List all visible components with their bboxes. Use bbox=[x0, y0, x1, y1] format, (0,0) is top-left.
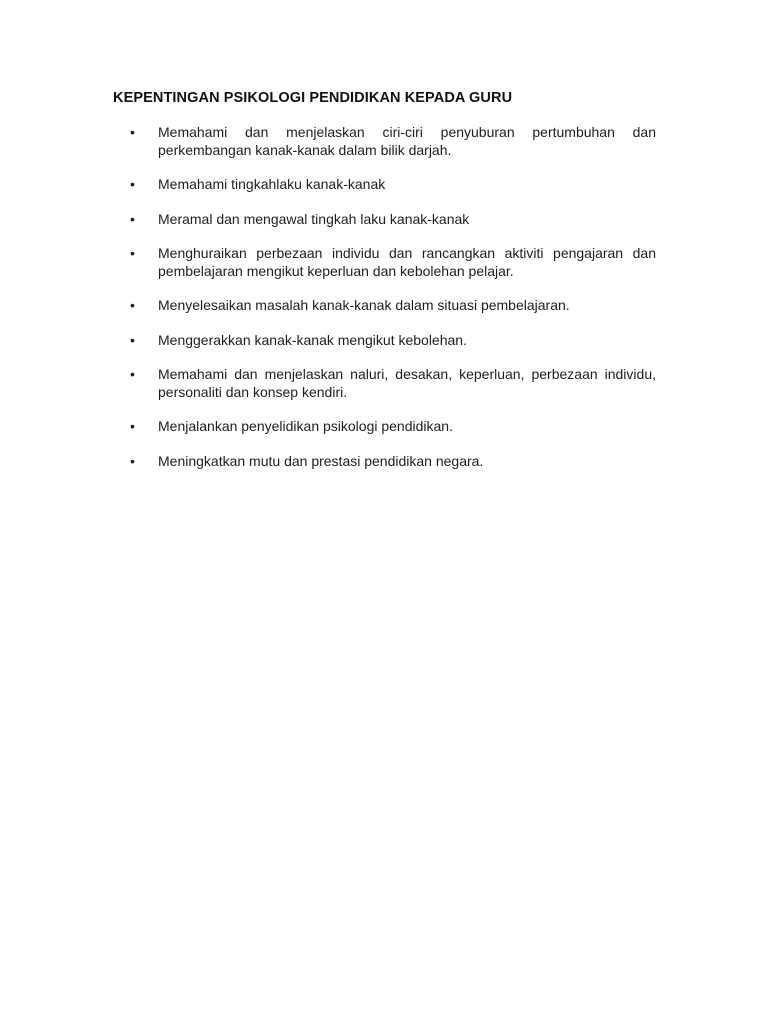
bullet-icon: • bbox=[130, 418, 135, 434]
document-title: KEPENTINGAN PSIKOLOGI PENDIDIKAN KEPADA GURU bbox=[113, 90, 513, 106]
bullet-icon: • bbox=[130, 297, 135, 313]
list-item-text: Memahami tingkahlaku kanak-kanak bbox=[158, 176, 386, 192]
bullet-list bbox=[130, 124, 656, 487]
bullet-icon: • bbox=[130, 210, 135, 227]
list-item-text: Memahami dan menjelaskan ciri-ciri penyuburan pertumbuhan dan perkembangan kanak-kanak dalam bilik darjah. bbox=[158, 124, 656, 158]
list-item bbox=[130, 332, 656, 350]
list-item bbox=[130, 418, 656, 436]
bullet-icon: • bbox=[130, 452, 135, 469]
bullet-icon: • bbox=[130, 366, 135, 382]
list-item bbox=[130, 453, 656, 471]
list-item-text: Memahami dan menjelaskan naluri, desakan, keperluan, perbezaan individu, personaliti dan konsep kendiri. bbox=[158, 366, 656, 400]
list-item bbox=[130, 124, 656, 159]
list-item bbox=[130, 176, 656, 194]
list-item bbox=[130, 245, 656, 280]
bullet-icon: • bbox=[130, 331, 135, 348]
list-item-text: Menyelesaikan masalah kanak-kanak dalam situasi pembelajaran. bbox=[158, 297, 570, 313]
list-item bbox=[130, 366, 656, 401]
bullet-icon: • bbox=[130, 124, 135, 140]
list-item-text: Menggerakkan kanak-kanak mengikut kebolehan. bbox=[158, 331, 467, 348]
list-item-text: Meningkatkan mutu dan prestasi pendidikan negara. bbox=[158, 452, 484, 469]
list-item bbox=[130, 211, 656, 229]
list-item-text: Menghuraikan perbezaan individu dan rancangkan aktiviti pengajaran dan pembelajaran mengikut keperluan dan kebolehan pelajar. bbox=[158, 245, 656, 279]
bullet-icon: • bbox=[130, 245, 135, 261]
bullet-icon: • bbox=[130, 176, 135, 192]
list-item bbox=[130, 297, 656, 315]
list-item-text: Menjalankan penyelidikan psikologi pendidikan. bbox=[158, 418, 453, 434]
list-item-text: Meramal dan mengawal tingkah laku kanak-kanak bbox=[158, 210, 470, 227]
